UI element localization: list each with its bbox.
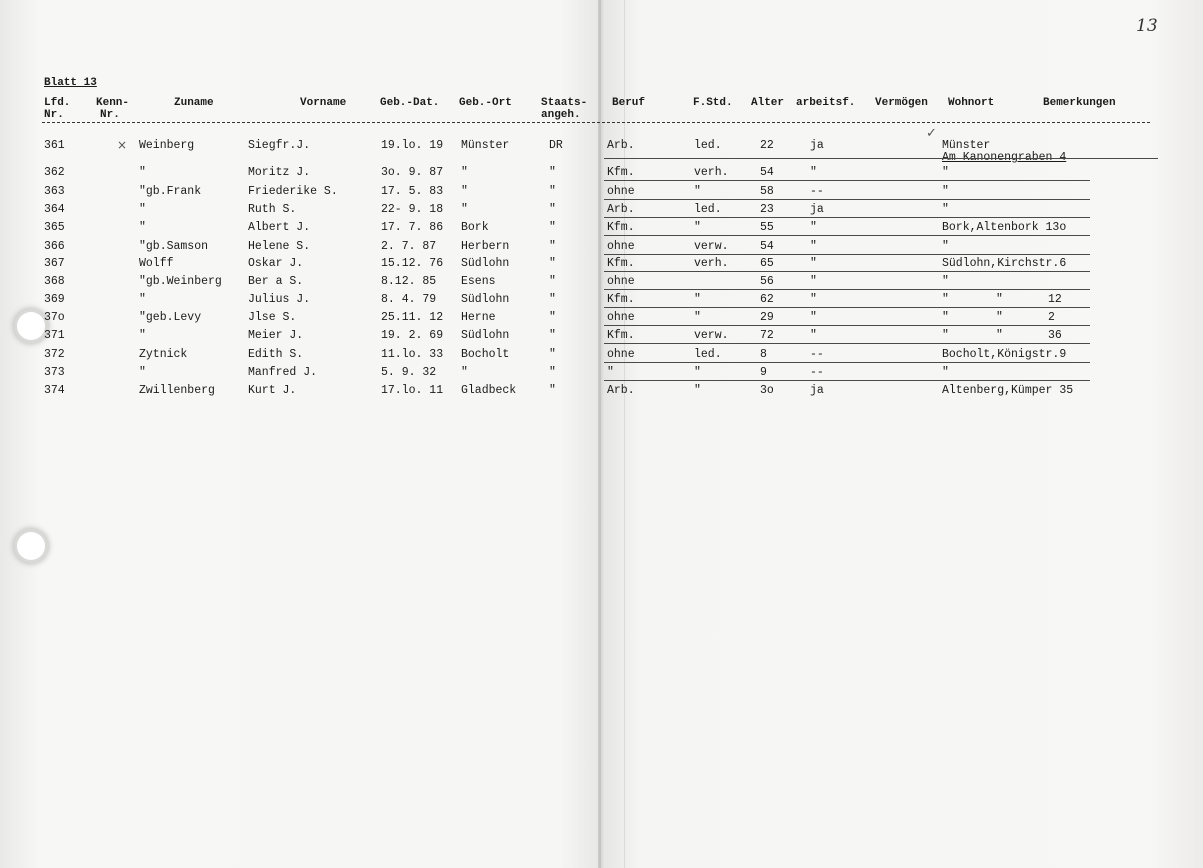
check-mark: ✓ bbox=[926, 126, 937, 141]
row-geb-ort: " bbox=[461, 166, 468, 179]
row-arbeitsf: " bbox=[810, 329, 817, 342]
row-fstd: " bbox=[694, 384, 701, 397]
row-rule-line bbox=[604, 343, 1090, 344]
row-alter: 56 bbox=[760, 275, 774, 288]
row-nr: 372 bbox=[44, 348, 65, 361]
row-geb-ort: " bbox=[461, 185, 468, 198]
row-alter: 65 bbox=[760, 257, 774, 270]
row-wohnort: Münster bbox=[942, 139, 991, 152]
row-beruf: Kfm. bbox=[607, 221, 635, 234]
row-fstd: " bbox=[694, 311, 701, 324]
row-geb-dat: 3o. 9. 87 bbox=[381, 166, 444, 179]
row-alter: 3o bbox=[760, 384, 774, 397]
row-nr: 365 bbox=[44, 221, 65, 234]
row-vorname: Ber a S. bbox=[248, 275, 304, 288]
row-nr: 374 bbox=[44, 384, 65, 397]
row-vorname: Manfred J. bbox=[248, 366, 318, 379]
row-arbeitsf: -- bbox=[810, 185, 824, 198]
row-wohnort-ditto: " bbox=[996, 311, 1003, 324]
row-vorname: Friederike S. bbox=[248, 185, 338, 198]
row-beruf: Kfm. bbox=[607, 293, 635, 306]
header-arbeitsf: arbeitsf. bbox=[796, 97, 856, 109]
row-vorname: Helene S. bbox=[248, 240, 311, 253]
row-staats: " bbox=[549, 348, 556, 361]
row-geb-ort: Bork bbox=[461, 221, 489, 234]
row-alter: 8 bbox=[760, 348, 767, 361]
row-staats: " bbox=[549, 240, 556, 253]
row-geb-dat: 25.11. 12 bbox=[381, 311, 444, 324]
row-fstd: " bbox=[694, 293, 701, 306]
table-row bbox=[0, 182, 1203, 200]
row-fstd: " bbox=[694, 366, 701, 379]
row-staats: " bbox=[549, 203, 556, 216]
table-row bbox=[0, 308, 1203, 326]
row-fstd: " bbox=[694, 221, 701, 234]
page-fold-crease bbox=[624, 0, 625, 868]
row-geb-dat: 11.lo. 33 bbox=[381, 348, 444, 361]
row-staats: " bbox=[549, 257, 556, 270]
row-vorname: Moritz J. bbox=[248, 166, 311, 179]
row-vorname: Meier J. bbox=[248, 329, 304, 342]
row-staats: " bbox=[549, 185, 556, 198]
row-wohnort: Altenberg,Kümper 35 bbox=[942, 384, 1074, 397]
row-arbeitsf: " bbox=[810, 311, 817, 324]
header-alter: Alter bbox=[751, 97, 785, 109]
row-nr: 364 bbox=[44, 203, 65, 216]
row-wohnort-number: 12 bbox=[1048, 293, 1062, 306]
row-beruf: Kfm. bbox=[607, 329, 635, 342]
row-beruf: Arb. bbox=[607, 203, 635, 216]
header-staats-angeh: angeh. bbox=[541, 109, 581, 121]
row-wohnort-number: 2 bbox=[1048, 311, 1055, 324]
row-fstd: verw. bbox=[694, 240, 729, 253]
row-wohnort: " bbox=[942, 166, 949, 179]
row-fstd: verh. bbox=[694, 166, 729, 179]
row-arbeitsf: ja bbox=[810, 384, 824, 397]
row-zuname: "gb.Samson bbox=[139, 240, 209, 253]
row-zuname: " bbox=[139, 221, 146, 234]
row-geb-ort: Südlohn bbox=[461, 329, 510, 342]
header-geb-ort: Geb.-Ort bbox=[459, 97, 512, 109]
row-arbeitsf: " bbox=[810, 166, 817, 179]
row-beruf: ohne bbox=[607, 275, 635, 288]
row-geb-dat: 2. 7. 87 bbox=[381, 240, 437, 253]
row-arbeitsf: -- bbox=[810, 348, 824, 361]
row-vorname: Ruth S. bbox=[248, 203, 297, 216]
row-zuname: Wolff bbox=[139, 257, 174, 270]
row-fstd: led. bbox=[694, 348, 722, 361]
row-nr: 369 bbox=[44, 293, 65, 306]
row-geb-ort: " bbox=[461, 203, 468, 216]
row-geb-ort: Münster bbox=[461, 139, 510, 152]
row-wohnort: " bbox=[942, 329, 949, 342]
row-alter: 58 bbox=[760, 185, 774, 198]
header-wohnort: Wohnort bbox=[948, 97, 995, 109]
row-wohnort: " bbox=[942, 366, 949, 379]
row-alter: 72 bbox=[760, 329, 774, 342]
row-vorname: Albert J. bbox=[248, 221, 311, 234]
row-staats: " bbox=[549, 311, 556, 324]
page-fold bbox=[598, 0, 601, 868]
row-arbeitsf: " bbox=[810, 275, 817, 288]
row-geb-dat: 19.lo. 19 bbox=[381, 139, 444, 152]
header-bemerkungen: Bemerkungen bbox=[1043, 97, 1116, 109]
row-wohnort-line2: Am Kanonengraben 4 bbox=[942, 151, 1067, 164]
row-fstd: led. bbox=[694, 139, 722, 152]
row-geb-dat: 8.12. 85 bbox=[381, 275, 437, 288]
row-zuname: Weinberg bbox=[139, 139, 195, 152]
row-nr: 371 bbox=[44, 329, 65, 342]
row-alter: 54 bbox=[760, 240, 774, 253]
row-rule-line bbox=[604, 235, 1090, 236]
row-wohnort: " bbox=[942, 311, 949, 324]
row-vorname: Jlse S. bbox=[248, 311, 297, 324]
table-row bbox=[0, 363, 1203, 381]
row-arbeitsf: " bbox=[810, 240, 817, 253]
row-geb-dat: 15.12. 76 bbox=[381, 257, 444, 270]
table-row bbox=[0, 136, 1203, 164]
row-geb-ort: " bbox=[461, 366, 468, 379]
table-row bbox=[0, 237, 1203, 255]
table-row bbox=[0, 218, 1203, 236]
header-lfd-nr: Nr. bbox=[44, 109, 64, 121]
row-beruf: ohne bbox=[607, 240, 635, 253]
row-wohnort: " bbox=[942, 203, 949, 216]
header-geb-dat: Geb.-Dat. bbox=[380, 97, 440, 109]
row-zuname: " bbox=[139, 166, 146, 179]
row-wohnort-ditto: " bbox=[996, 329, 1003, 342]
row-fstd: " bbox=[694, 185, 701, 198]
row-geb-dat: 8. 4. 79 bbox=[381, 293, 437, 306]
row-staats: DR bbox=[549, 139, 563, 152]
row-wohnort: " bbox=[942, 275, 949, 288]
row-wohnort: " bbox=[942, 185, 949, 198]
row-zuname: Zwillenberg bbox=[139, 384, 215, 397]
row-geb-dat: 17. 5. 83 bbox=[381, 185, 444, 198]
row-alter: 62 bbox=[760, 293, 774, 306]
row-geb-ort: Südlohn bbox=[461, 293, 510, 306]
row-zuname: " bbox=[139, 203, 146, 216]
row-arbeitsf: " bbox=[810, 221, 817, 234]
row-zuname: " bbox=[139, 366, 146, 379]
row-alter: 54 bbox=[760, 166, 774, 179]
row-geb-dat: 5. 9. 32 bbox=[381, 366, 437, 379]
sheet-title: Blatt 13 bbox=[44, 77, 97, 89]
row-alter: 22 bbox=[760, 139, 774, 152]
row-staats: " bbox=[549, 366, 556, 379]
page-number: 13 bbox=[1136, 16, 1158, 36]
row-alter: 55 bbox=[760, 221, 774, 234]
row-vorname: Kurt J. bbox=[248, 384, 297, 397]
table-row bbox=[0, 345, 1203, 363]
row-beruf: Kfm. bbox=[607, 257, 635, 270]
row-wohnort: " bbox=[942, 293, 949, 306]
row-nr: 368 bbox=[44, 275, 65, 288]
header-staats: Staats- bbox=[541, 97, 588, 109]
row-alter: 29 bbox=[760, 311, 774, 324]
row-staats: " bbox=[549, 166, 556, 179]
row-zuname: " bbox=[139, 329, 146, 342]
row-arbeitsf: " bbox=[810, 257, 817, 270]
row-wohnort-number: 36 bbox=[1048, 329, 1062, 342]
table-row bbox=[0, 326, 1203, 344]
row-vorname: Siegfr.J. bbox=[248, 139, 311, 152]
row-zuname: "gb.Frank bbox=[139, 185, 202, 198]
row-vorname: Oskar J. bbox=[248, 257, 304, 270]
row-kenn-mark: × bbox=[117, 138, 128, 152]
header-kenn-nr: Nr. bbox=[100, 109, 120, 121]
row-wohnort-ditto: " bbox=[996, 293, 1003, 306]
row-geb-ort: Bocholt bbox=[461, 348, 510, 361]
row-beruf: ohne bbox=[607, 311, 635, 324]
row-arbeitsf: -- bbox=[810, 366, 824, 379]
row-arbeitsf: ja bbox=[810, 139, 824, 152]
row-alter: 23 bbox=[760, 203, 774, 216]
row-nr: 37o bbox=[44, 311, 65, 324]
row-geb-dat: 22- 9. 18 bbox=[381, 203, 444, 216]
header-lfd: Lfd. bbox=[44, 97, 71, 109]
row-fstd: verw. bbox=[694, 329, 729, 342]
row-beruf: ohne bbox=[607, 185, 635, 198]
row-geb-dat: 17.lo. 11 bbox=[381, 384, 444, 397]
row-beruf: " bbox=[607, 366, 614, 379]
header-beruf: Beruf bbox=[612, 97, 646, 109]
table-row bbox=[0, 200, 1203, 218]
header-divider bbox=[42, 122, 1150, 123]
row-alter: 9 bbox=[760, 366, 767, 379]
row-nr: 373 bbox=[44, 366, 65, 379]
row-arbeitsf: ja bbox=[810, 203, 824, 216]
row-beruf: Arb. bbox=[607, 139, 635, 152]
row-nr: 363 bbox=[44, 185, 65, 198]
row-staats: " bbox=[549, 275, 556, 288]
table-row bbox=[0, 254, 1203, 272]
row-fstd: verh. bbox=[694, 257, 729, 270]
row-nr: 361 bbox=[44, 139, 65, 152]
row-wohnort: Bocholt,Königstr.9 bbox=[942, 348, 1067, 361]
row-wohnort: Bork,Altenbork 13o bbox=[942, 221, 1067, 234]
row-geb-ort: Esens bbox=[461, 275, 496, 288]
row-zuname: Zytnick bbox=[139, 348, 188, 361]
row-nr: 367 bbox=[44, 257, 65, 270]
table-row bbox=[0, 163, 1203, 181]
row-geb-ort: Südlohn bbox=[461, 257, 510, 270]
row-staats: " bbox=[549, 221, 556, 234]
punch-hole-bottom bbox=[17, 532, 45, 560]
row-wohnort: Südlohn,Kirchstr.6 bbox=[942, 257, 1067, 270]
row-geb-dat: 19. 2. 69 bbox=[381, 329, 444, 342]
table-row bbox=[0, 381, 1203, 399]
row-vorname: Edith S. bbox=[248, 348, 304, 361]
row-staats: " bbox=[549, 384, 556, 397]
row-geb-ort: Gladbeck bbox=[461, 384, 517, 397]
row-nr: 366 bbox=[44, 240, 65, 253]
row-beruf: Arb. bbox=[607, 384, 635, 397]
row-beruf: ohne bbox=[607, 348, 635, 361]
row-zuname: "gb.Weinberg bbox=[139, 275, 222, 288]
row-wohnort: " bbox=[942, 240, 949, 253]
row-vorname: Julius J. bbox=[248, 293, 311, 306]
row-geb-ort: Herbern bbox=[461, 240, 510, 253]
header-vorname: Vorname bbox=[300, 97, 347, 109]
header-fstd: F.Std. bbox=[693, 97, 733, 109]
row-nr: 362 bbox=[44, 166, 65, 179]
row-staats: " bbox=[549, 329, 556, 342]
header-vermoegen: Vermögen bbox=[875, 97, 928, 109]
row-rule-line bbox=[604, 158, 1158, 159]
row-zuname: " bbox=[139, 293, 146, 306]
row-geb-ort: Herne bbox=[461, 311, 496, 324]
row-staats: " bbox=[549, 293, 556, 306]
row-fstd: led. bbox=[694, 203, 722, 216]
row-arbeitsf: " bbox=[810, 293, 817, 306]
table-row bbox=[0, 272, 1203, 290]
row-rule-line bbox=[604, 180, 1090, 181]
row-zuname: "geb.Levy bbox=[139, 311, 202, 324]
row-beruf: Kfm. bbox=[607, 166, 635, 179]
header-kenn: Kenn- bbox=[96, 97, 130, 109]
table-row bbox=[0, 290, 1203, 308]
header-zuname: Zuname bbox=[174, 97, 214, 109]
row-geb-dat: 17. 7. 86 bbox=[381, 221, 444, 234]
